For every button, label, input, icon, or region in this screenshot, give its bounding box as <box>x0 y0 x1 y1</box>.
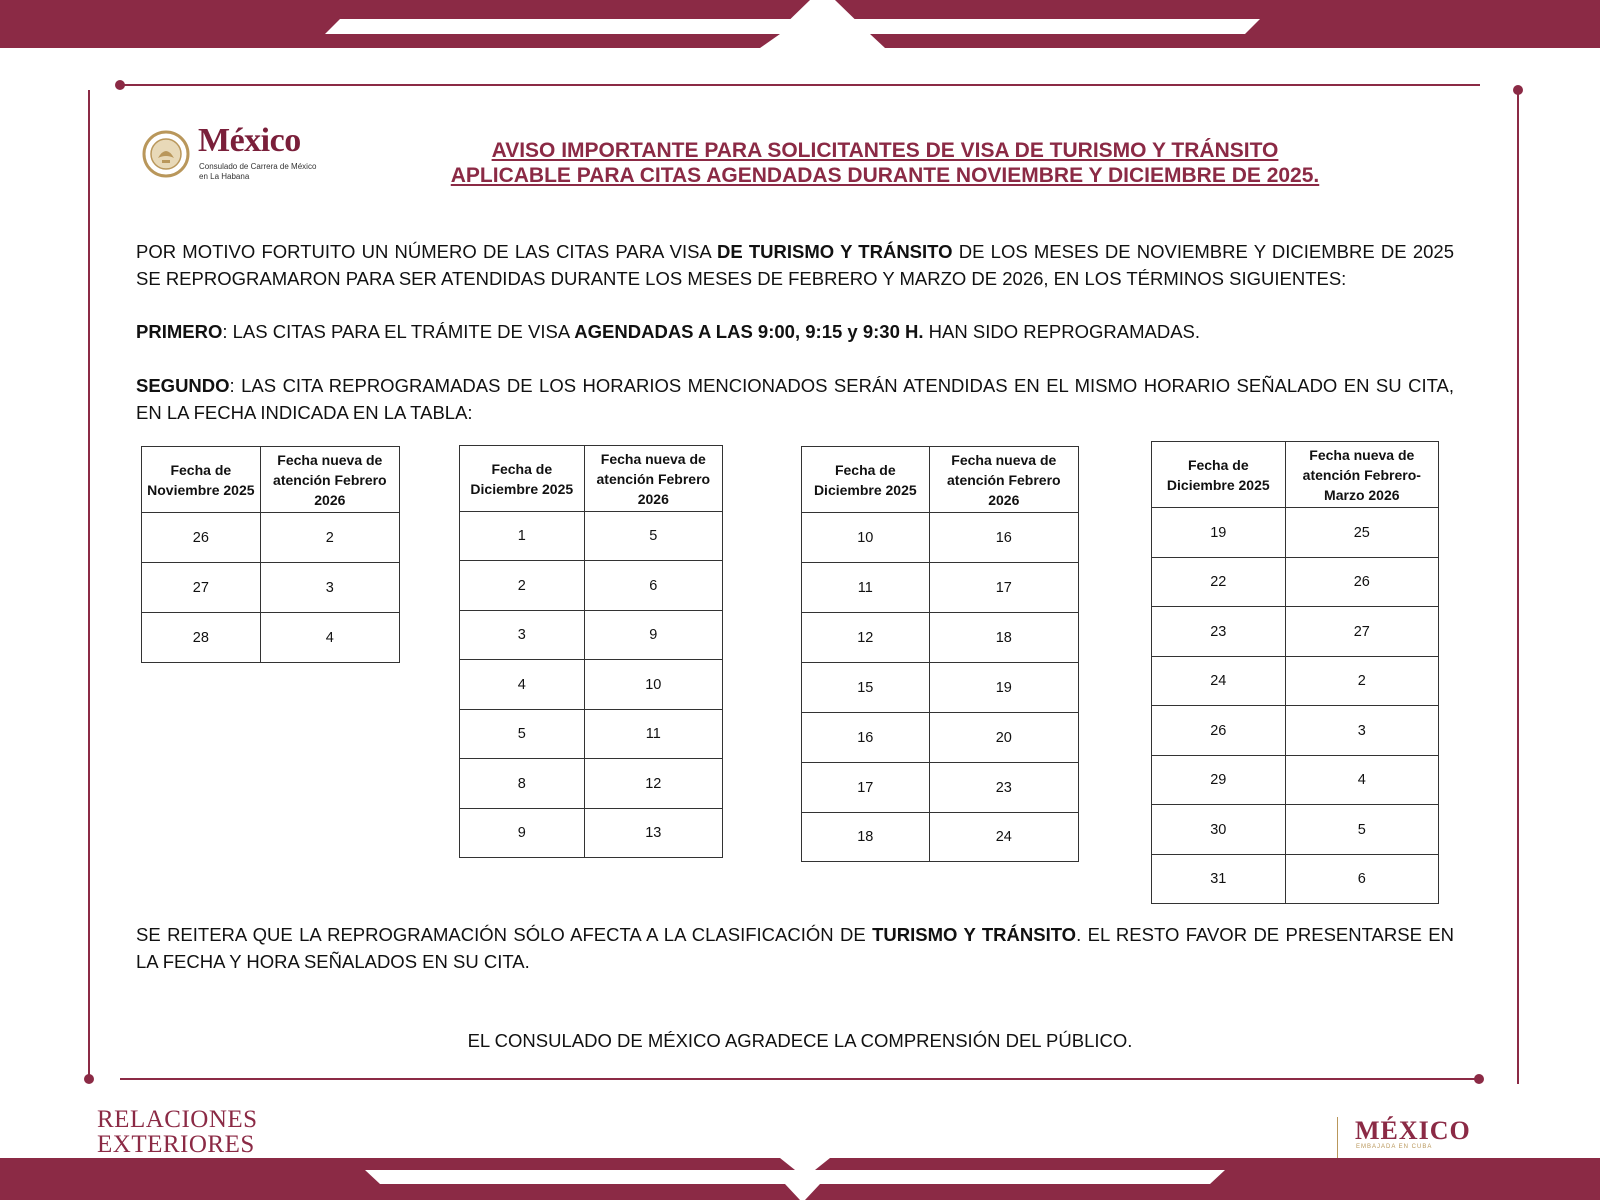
reschedule-table-december-3 <box>1151 441 1439 904</box>
primero-text: : LAS CITAS PARA EL TRÁMITE DE VISA <box>222 321 575 342</box>
table-cell: 16 <box>929 513 1078 563</box>
table-cell: 23 <box>1152 607 1286 657</box>
table-cell: 24 <box>929 813 1078 862</box>
top-banner <box>0 0 1600 60</box>
embajada-logo-title: MÉXICO <box>1355 1116 1471 1145</box>
primero-paragraph <box>136 318 1454 345</box>
table-cell: 3 <box>1285 706 1438 756</box>
table-cell: 11 <box>802 563 930 613</box>
mexico-logo <box>142 122 342 188</box>
reitera-text: . EL RESTO FAVOR DE PRESENTARSE EN LA FECHA Y HORA SEÑALADOS EN SU CITA. <box>136 924 1454 972</box>
table-cell: 2 <box>260 513 399 563</box>
table-cell: 13 <box>584 809 722 858</box>
table-cell: 19 <box>1152 508 1286 558</box>
title-line-2: APLICABLE PARA CITAS AGENDADAS DURANTE NOVIEMBRE Y DICIEMBRE DE 2025. <box>450 164 1320 187</box>
primero-bold: AGENDADAS A LAS 9:00, 9:15 y 9:30 H. <box>574 321 924 342</box>
table-cell: 30 <box>1152 805 1286 855</box>
frame-dot <box>115 80 125 90</box>
table-cell: 5 <box>460 710 585 759</box>
frame-dot <box>84 1074 94 1084</box>
table-cell: 11 <box>584 710 722 759</box>
table-cell: 12 <box>584 759 722 809</box>
table-cell: 6 <box>1285 855 1438 904</box>
title-line-1: AVISO IMPORTANTE PARA SOLICITANTES DE VISA DE TURISMO Y TRÁNSITO <box>491 139 1279 162</box>
segundo-text: : LAS CITA REPROGRAMADAS DE LOS HORARIOS MENCIONADOS SERÁN ATENDIDAS EN EL MISMO HORARIO SEÑALADO EN SU CITA, EN LA FECHA INDICADA EN LA TABLA: <box>136 375 1454 423</box>
reitera-bold: TURISMO Y TRÁNSITO <box>872 924 1077 945</box>
table-cell: 4 <box>1285 756 1438 805</box>
footer-logo-line: RELACIONES <box>97 1106 258 1133</box>
logo-subtitle-line: Consulado de Carrera de México <box>199 162 317 171</box>
frame-top-line <box>120 84 1480 86</box>
reschedule-table-november <box>141 446 400 663</box>
footer-logo-line: EXTERIORES <box>97 1131 255 1158</box>
primero-label: PRIMERO <box>136 321 223 342</box>
table-cell: 8 <box>460 759 585 809</box>
table-header: Fecha nueva de atención Febrero-Marzo 2026 <box>1285 442 1438 508</box>
table-cell: 18 <box>929 613 1078 663</box>
table-header: Fecha nueva de atención Febrero 2026 <box>260 447 399 513</box>
logo-wordmark: México <box>198 122 301 159</box>
frame-dot <box>1474 1074 1484 1084</box>
logo-subtitle-line: en La Habana <box>199 172 250 181</box>
table-cell: 3 <box>260 563 399 613</box>
table-cell: 18 <box>802 813 930 862</box>
table-cell: 19 <box>929 663 1078 713</box>
table-cell: 27 <box>1285 607 1438 657</box>
embajada-logo-subtitle: EMBAJADA EN CUBA <box>1356 1144 1433 1150</box>
table-cell: 22 <box>1152 558 1286 607</box>
table-cell: 29 <box>1152 756 1286 805</box>
table-cell: 25 <box>1285 508 1438 558</box>
table-cell: 10 <box>802 513 930 563</box>
bottom-banner <box>0 1158 1600 1200</box>
table-cell: 3 <box>460 611 585 660</box>
reschedule-table-december-1 <box>459 445 723 858</box>
reschedule-table-december-2 <box>801 446 1079 862</box>
table-header: Fecha de Diciembre 2025 <box>802 447 930 513</box>
table-cell: 10 <box>584 660 722 710</box>
frame-dot <box>1513 85 1523 95</box>
relaciones-exteriores-logo <box>97 1107 258 1157</box>
table-cell: 31 <box>1152 855 1286 904</box>
table-cell: 6 <box>584 561 722 611</box>
table-cell: 17 <box>802 763 930 813</box>
intro-bold: DE TURISMO Y TRÁNSITO <box>716 241 953 262</box>
table-cell: 9 <box>460 809 585 858</box>
table-cell: 24 <box>1152 657 1286 706</box>
table-cell: 15 <box>802 663 930 713</box>
intro-text: DE LOS MESES DE NOVIEMBRE Y DICIEMBRE DE 2025 SE REPROGRAMARON PARA SER ATENDIDAS DURANTE LOS MESES DE FEBRERO Y MARZO DE 2026, EN LOS TÉRMINOS SIGUIENTES: <box>136 241 1455 289</box>
reitera-text: SE REITERA QUE LA REPROGRAMACIÓN SÓLO AFECTA A LA CLASIFICACIÓN DE <box>136 924 873 945</box>
closing-statement: EL CONSULADO DE MÉXICO AGRADECE LA COMPRENSIÓN DEL PÚBLICO. <box>467 1030 1133 1051</box>
table-cell: 4 <box>260 613 399 663</box>
frame-bottom-line <box>120 1078 1480 1080</box>
table-cell: 20 <box>929 713 1078 763</box>
table-header: Fecha de Diciembre 2025 <box>460 446 585 512</box>
table-cell: 4 <box>460 660 585 710</box>
segundo-label: SEGUNDO <box>136 375 230 396</box>
table-cell: 17 <box>929 563 1078 613</box>
mexico-seal-icon <box>142 130 190 178</box>
table-cell: 26 <box>1152 706 1286 756</box>
table-cell: 23 <box>929 763 1078 813</box>
intro-paragraph <box>136 238 1454 292</box>
frame-left-line <box>88 90 90 1078</box>
primero-text: HAN SIDO REPROGRAMADAS. <box>923 321 1201 342</box>
table-cell: 26 <box>142 513 261 563</box>
table-cell: 16 <box>802 713 930 763</box>
table-cell: 26 <box>1285 558 1438 607</box>
intro-text: POR MOTIVO FORTUITO UN NÚMERO DE LAS CITAS PARA VISA <box>136 241 717 262</box>
table-cell: 2 <box>1285 657 1438 706</box>
table-header: Fecha de Noviembre 2025 <box>142 447 261 513</box>
segundo-paragraph <box>136 372 1454 426</box>
notice-title <box>380 138 1390 188</box>
table-header: Fecha de Diciembre 2025 <box>1152 442 1286 508</box>
table-cell: 5 <box>1285 805 1438 855</box>
table-cell: 28 <box>142 613 261 663</box>
table-cell: 1 <box>460 512 585 561</box>
table-cell: 9 <box>584 611 722 660</box>
table-cell: 5 <box>584 512 722 561</box>
frame-right-line <box>1517 92 1519 1084</box>
table-cell: 2 <box>460 561 585 611</box>
logo-subtitle <box>199 162 349 182</box>
table-cell: 12 <box>802 613 930 663</box>
table-header: Fecha nueva de atención Febrero 2026 <box>929 447 1078 513</box>
table-cell: 27 <box>142 563 261 613</box>
table-header: Fecha nueva de atención Febrero 2026 <box>584 446 722 512</box>
reitera-paragraph <box>136 921 1454 975</box>
footer-divider <box>1337 1117 1338 1159</box>
